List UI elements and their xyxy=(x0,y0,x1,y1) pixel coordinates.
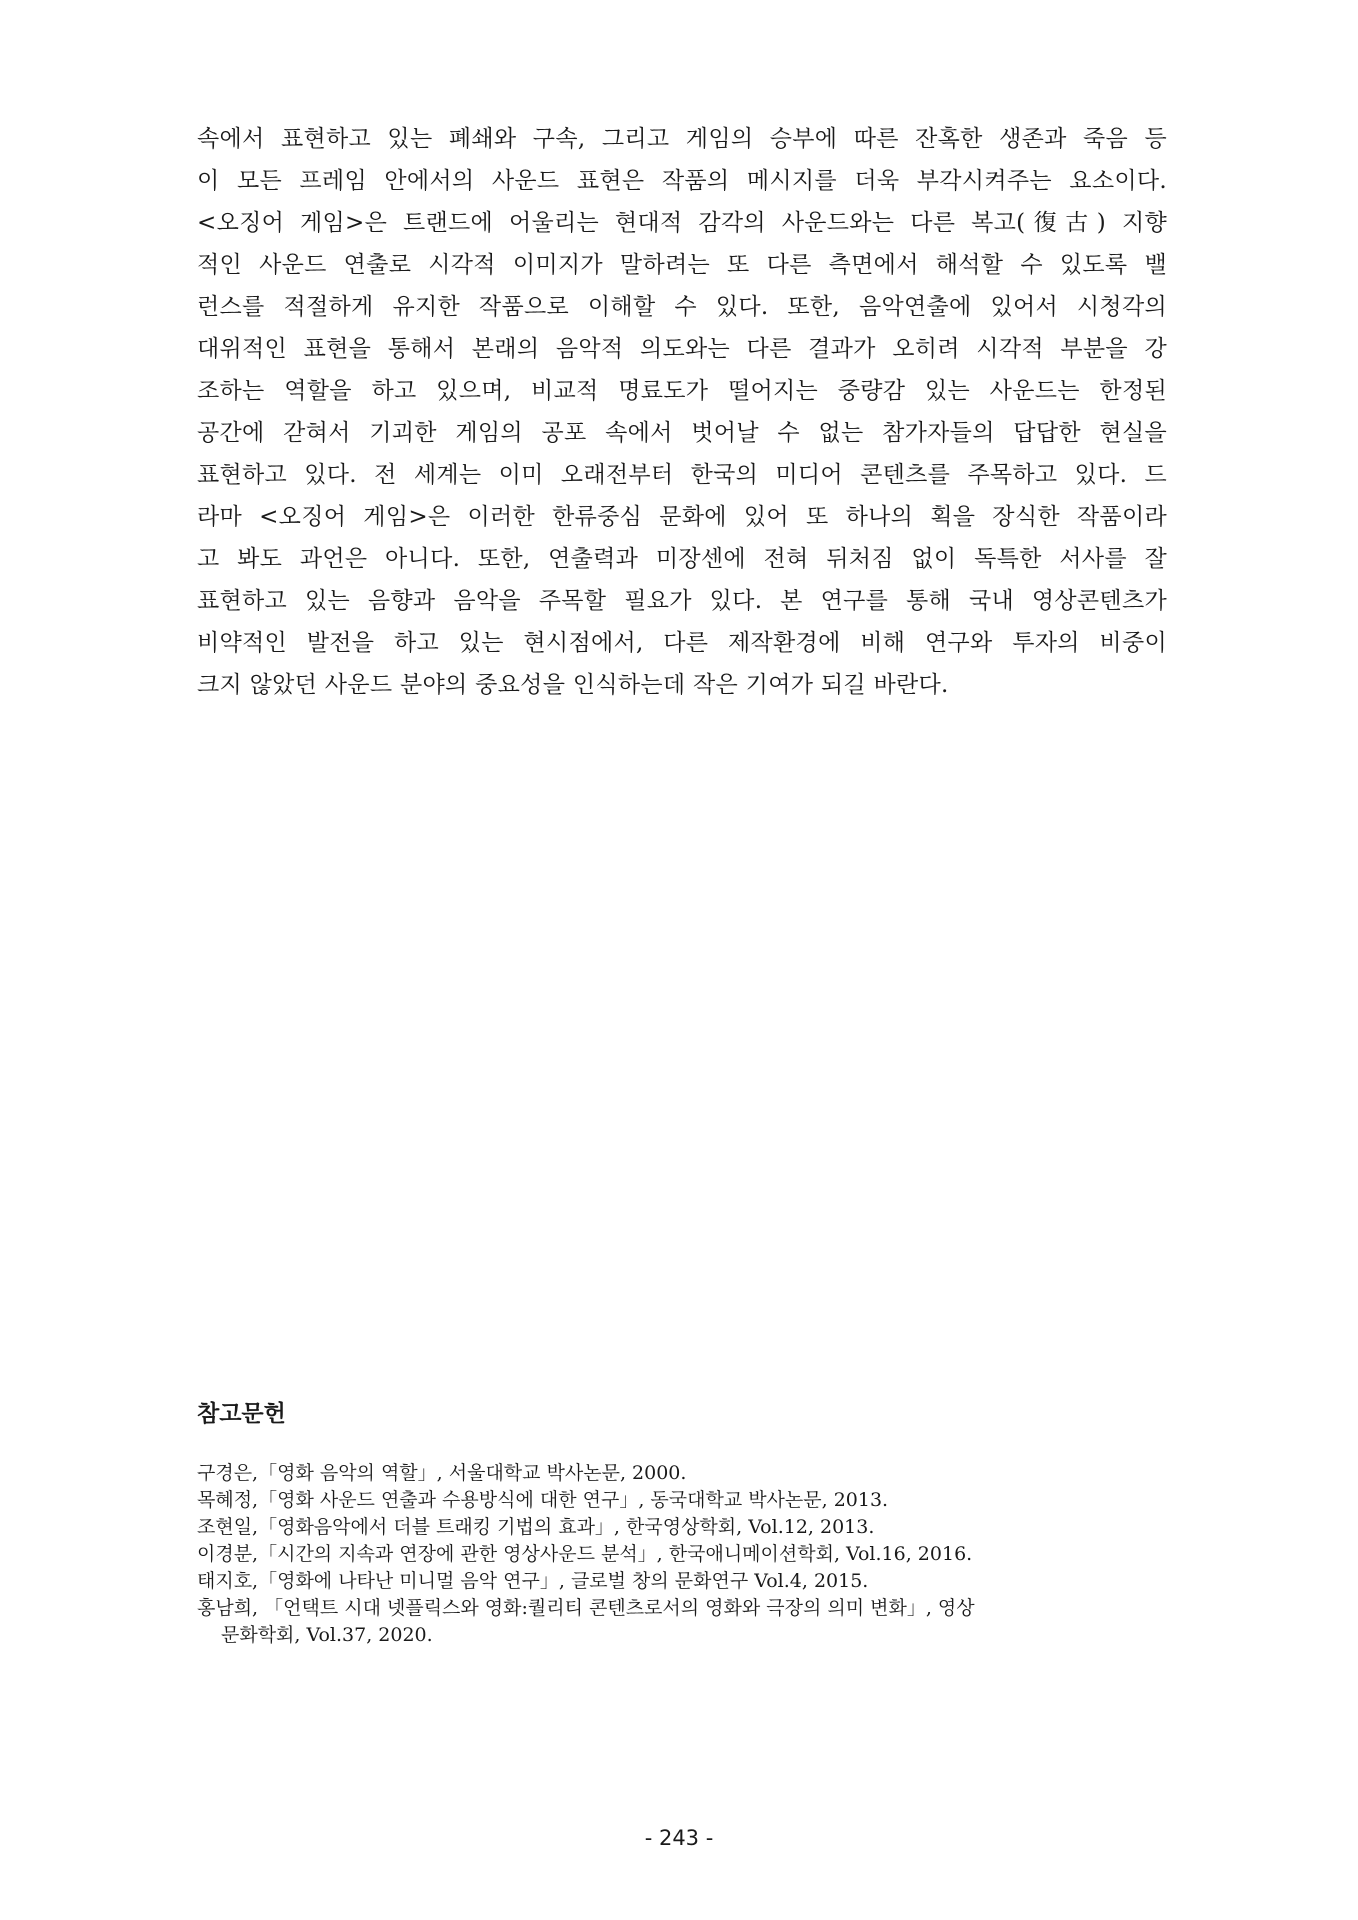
reference-item: 태지호,「영화에 나타난 미니멀 음악 연구」, 글로벌 창의 문화연구 Vol.4, 2015. xyxy=(197,1570,869,1592)
text-line: 고 봐도 과언은 아니다. 또한, 연출력과 미장센에 전혀 뒤처짐 없이 독특한 서사를 잘 xyxy=(197,546,1167,572)
references-list xyxy=(197,1460,1177,1649)
text-line: 적인 사운드 연출로 시각적 이미지가 말하려는 또 다른 측면에서 해석할 수 있도록 밸 xyxy=(197,252,1167,278)
references-heading: 참고문헌 xyxy=(197,1401,286,1427)
reference-continuation: 문화학회, Vol.37, 2020. xyxy=(221,1624,433,1646)
page-number: - 243 - xyxy=(644,1826,714,1850)
reference-text: 홍남희, 「언택트 시대 넷플릭스와 영화:퀄리티 콘텐츠로서의 영화와 극장의 의미 변화」, 영상 xyxy=(197,1597,975,1619)
reference-item: 구경은,「영화 음악의 역할」, 서울대학교 박사논문, 2000. xyxy=(197,1462,687,1484)
text-line: 라마 <오징어 게임>은 이러한 한류중심 문화에 있어 또 하나의 획을 장식한 작품이라 xyxy=(197,504,1167,530)
text-line: 표현하고 있는 음향과 음악을 주목할 필요가 있다. 본 연구를 통해 국내 영상콘텐츠가 xyxy=(197,588,1167,614)
body-paragraph xyxy=(197,118,1167,706)
text-line: 이 모든 프레임 안에서의 사운드 표현은 작품의 메시지를 더욱 부각시켜주는 요소이다. xyxy=(197,168,1167,194)
text-line: 크지 않았던 사운드 분야의 중요성을 인식하는데 작은 기여가 되길 바란다. xyxy=(197,672,949,698)
text-line: 속에서 표현하고 있는 폐쇄와 구속, 그리고 게임의 승부에 따른 잔혹한 생존과 죽음 등 xyxy=(197,126,1167,152)
text-line: 조하는 역할을 하고 있으며, 비교적 명료도가 떨어지는 중량감 있는 사운드는 한정된 xyxy=(197,378,1167,404)
reference-item xyxy=(197,1595,1177,1649)
reference-item: 목혜정,「영화 사운드 연출과 수용방식에 대한 연구」, 동국대학교 박사논문, 2013. xyxy=(197,1489,889,1511)
text-line: <오징어 게임>은 트랜드에 어울리는 현대적 감각의 사운드와는 다른 복고(復古) 지향 xyxy=(197,210,1167,236)
text-line: 비약적인 발전을 하고 있는 현시점에서, 다른 제작환경에 비해 연구와 투자의 비중이 xyxy=(197,630,1167,656)
text-line: 표현하고 있다. 전 세계는 이미 오래전부터 한국의 미디어 콘텐츠를 주목하고 있다. 드 xyxy=(197,462,1167,488)
reference-item: 이경분,「시간의 지속과 연장에 관한 영상사운드 분석」, 한국애니메이션학회, Vol.16, 2016. xyxy=(197,1543,973,1565)
text-line: 공간에 갇혀서 기괴한 게임의 공포 속에서 벗어날 수 없는 참가자들의 답답한 현실을 xyxy=(197,420,1167,446)
text-line: 대위적인 표현을 통해서 본래의 음악적 의도와는 다른 결과가 오히려 시각적 부분을 강 xyxy=(197,336,1167,362)
reference-item: 조현일,「영화음악에서 더블 트래킹 기법의 효과」, 한국영상학회, Vol.12, 2013. xyxy=(197,1516,875,1538)
text-line: 런스를 적절하게 유지한 작품으로 이해할 수 있다. 또한, 음악연출에 있어서 시청각의 xyxy=(197,294,1167,320)
